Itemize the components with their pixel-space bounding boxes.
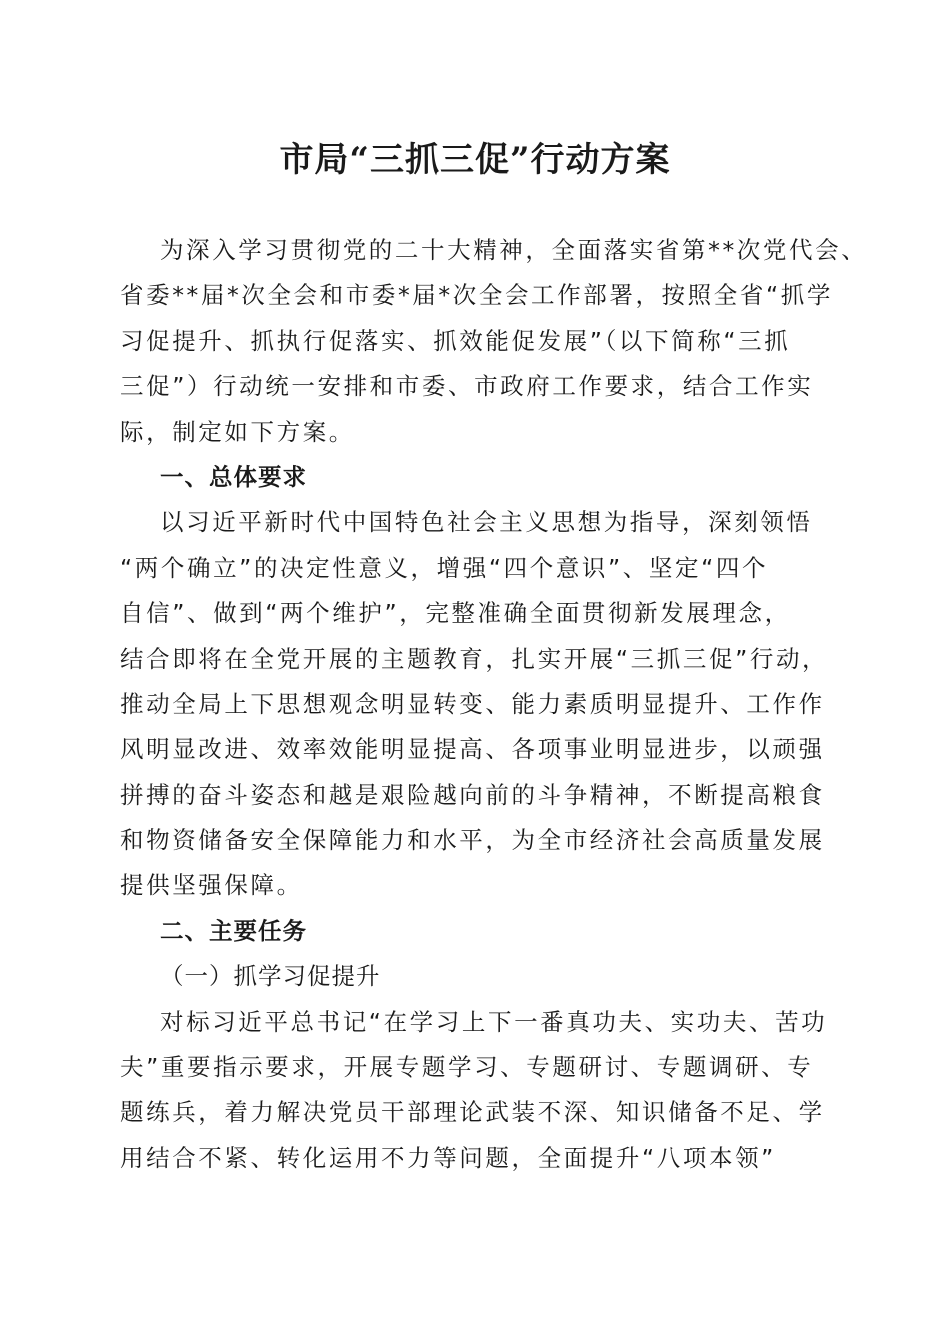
section-heading: 二、主要任务 [160, 916, 307, 945]
paragraph-line: 结合即将在全党开展的主题教育，扎实开展“三抓三促”行动， [120, 644, 829, 673]
paragraph-line: 风明显改进、效率效能明显提高、各项事业明显进步，以顽强 [120, 735, 825, 764]
paragraph-line: 为深入学习贯彻党的二十大精神，全面落实省第**次党代会、 [160, 236, 868, 264]
paragraph-line: 自信”、做到“两个维护”，完整准确全面贯彻新发展理念， [120, 599, 791, 628]
paragraph-line: 习促提升、抓执行促落实、抓效能促发展”（以下简称“三抓 [120, 326, 791, 355]
paragraph-line: 用结合不紧、转化运用不力等问题，全面提升“八项本领” [120, 1143, 776, 1172]
section-heading: 一、总体要求 [160, 462, 307, 491]
paragraph-line: 拼搏的奋斗姿态和越是艰险越向前的斗争精神，不断提高粮食 [120, 780, 825, 809]
document-body [120, 228, 868, 1181]
paragraph-line: 对标习近平总书记“在学习上下一番真功夫、实功夫、苦功 [160, 1007, 828, 1036]
paragraph-line: 题练兵，着力解决党员干部理论武装不深、知识储备不足、学 [120, 1098, 825, 1127]
paragraph-line: 提供坚强保障。 [120, 871, 303, 900]
paragraph-line: 际，制定如下方案。 [120, 417, 355, 446]
document-title: 市局“三抓三促”行动方案 [279, 140, 671, 180]
paragraph-line: 推动全局上下思想观念明显转变、能力素质明显提升、工作作 [120, 689, 825, 718]
paragraph-line: 夫”重要指示要求，开展专题学习、专题研讨、专题调研、专 [120, 1053, 814, 1082]
paragraph-line: 以习近平新时代中国特色社会主义思想为指导，深刻领悟 [160, 508, 813, 537]
paragraph-line: 省委**届*次全会和市委*届*次全会工作部署，按照全省“抓学 [120, 281, 833, 310]
subsection-heading: （一）抓学习促提升 [160, 962, 381, 991]
paragraph-line: 和物资储备安全保障能力和水平，为全市经济社会高质量发展 [120, 826, 825, 855]
paragraph-line: 三促”）行动统一安排和市委、市政府工作要求，结合工作实 [120, 372, 814, 401]
paragraph-line: “两个确立”的决定性意义，增强“四个意识”、坚定“四个 [120, 553, 769, 582]
